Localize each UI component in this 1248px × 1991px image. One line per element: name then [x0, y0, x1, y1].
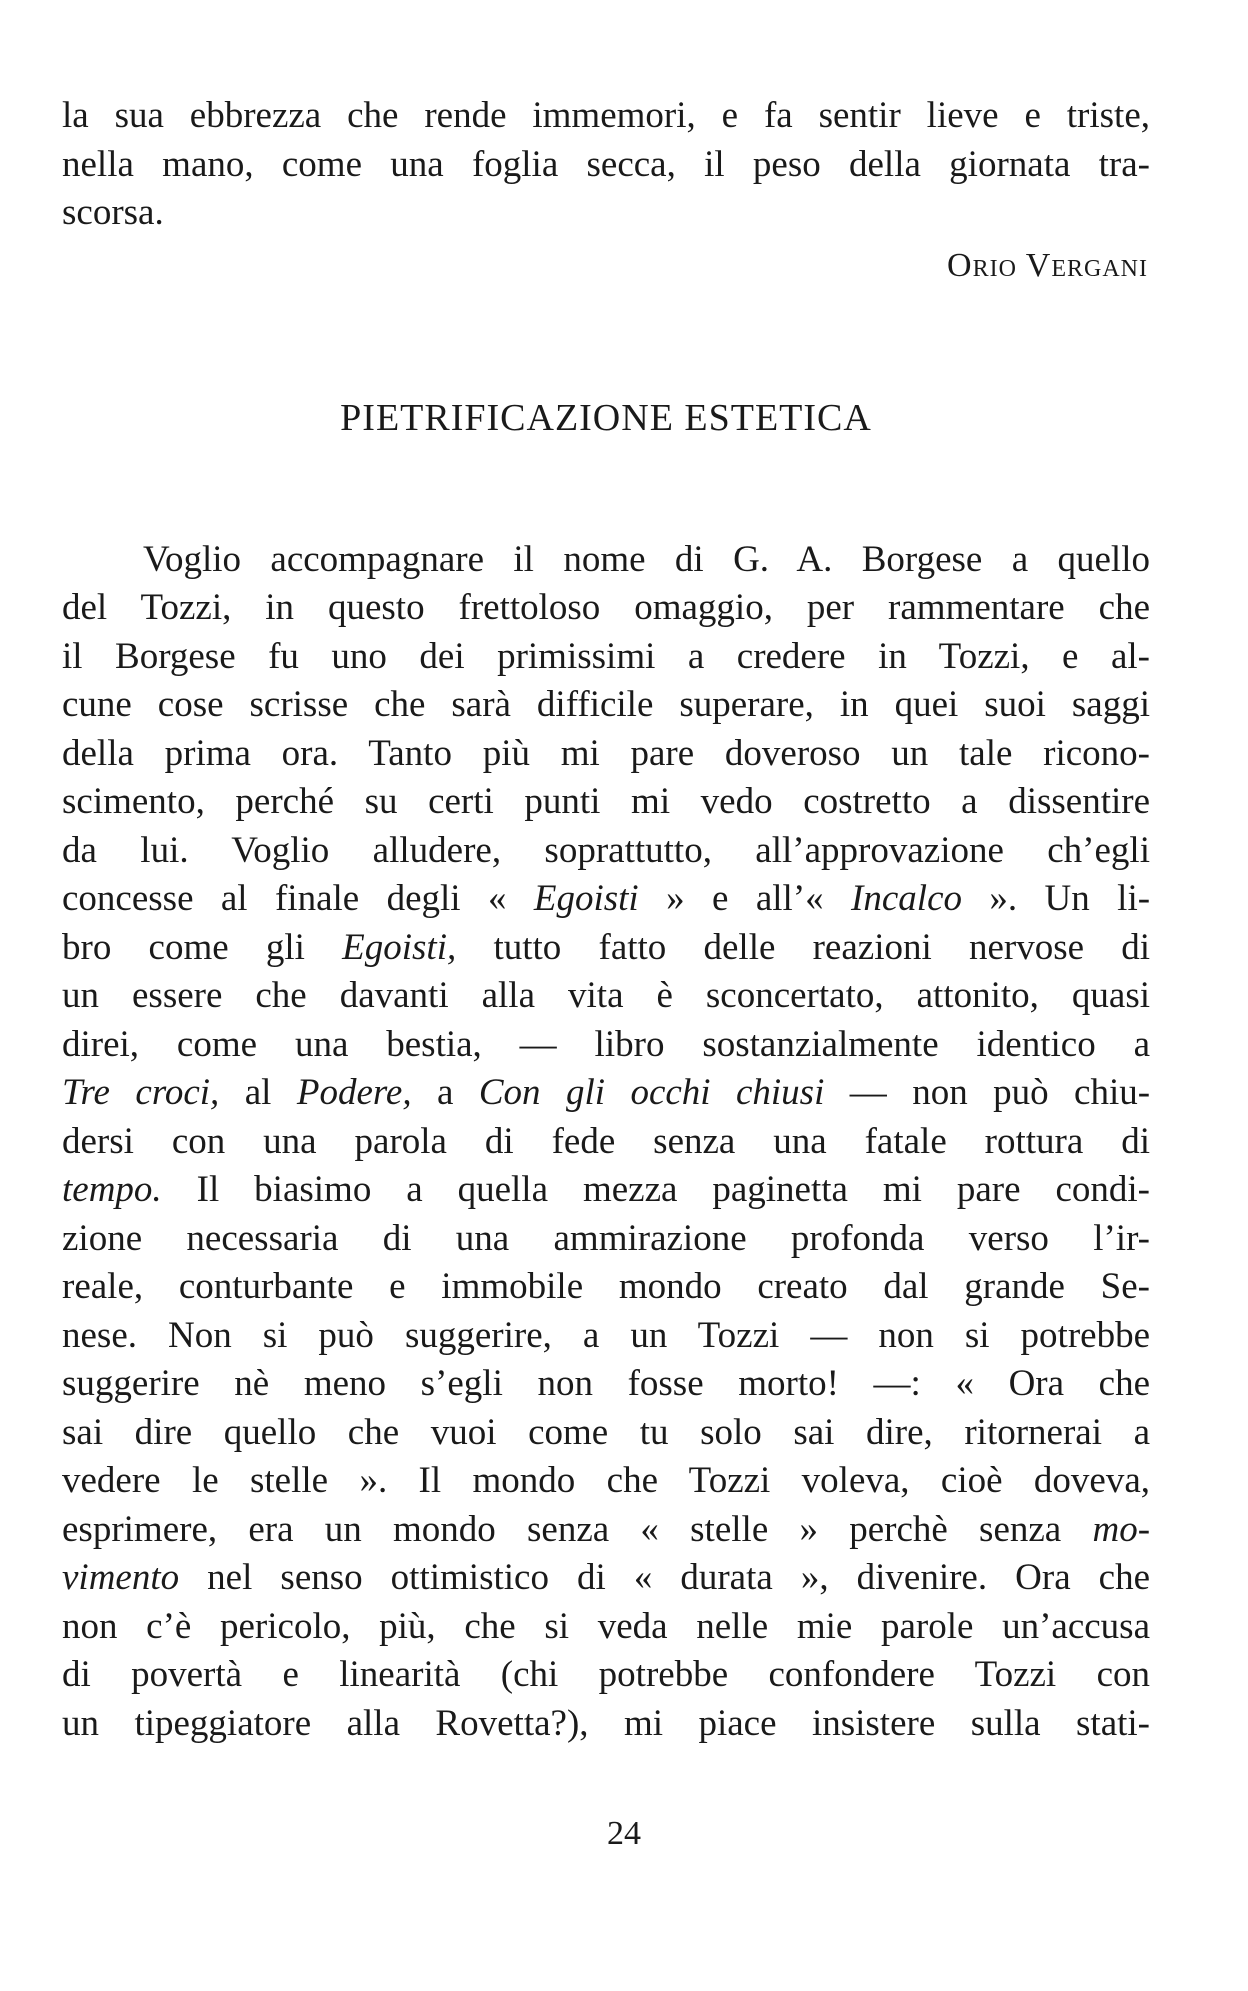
page-number: 24	[607, 1815, 641, 1852]
text-line: il Borgese fu uno dei primissimi a credere in Tozzi, e al-	[62, 635, 1150, 677]
text-run: nel senso ottimistico di « durata », divenire. Ora che	[207, 1557, 1150, 1598]
text-line: nella mano, come una foglia secca, il peso della giornata tra-	[62, 143, 1150, 185]
text-line: suggerire nè meno s’egli non fosse morto! —: « Ora che	[62, 1363, 1150, 1404]
text-run: tutto fatto delle reazioni nervose di	[493, 926, 1150, 968]
text-line: cune cose scrisse che sarà difficile superare, in quei suoi saggi	[62, 684, 1150, 725]
emphasis: mo-	[1092, 1508, 1150, 1550]
text-line: non c’è pericolo, più, che si veda nelle mie parole un’accusa	[62, 1605, 1150, 1647]
book-title: Con gli occhi chiusi	[478, 1072, 825, 1113]
text-line: un tipeggiatore alla Rovetta?), mi piace insistere sulla stati-	[62, 1702, 1150, 1744]
section-title: PIETRIFICAZIONE ESTETICA	[340, 396, 872, 439]
text-line: zione necessaria di una ammirazione profonda verso l’ir-	[62, 1217, 1150, 1259]
text-line: reale, conturbante e immobile mondo creato dal grande Se-	[62, 1266, 1150, 1307]
text-line: direi, come una bestia, — libro sostanzialmente identico a	[62, 1023, 1150, 1065]
text-line	[62, 1554, 1150, 1603]
text-line: la sua ebbrezza che rende immemori, e fa sentir lieve e triste,	[62, 95, 1150, 136]
text-run: concesse al finale degli «	[62, 878, 507, 919]
text-line	[62, 924, 1150, 973]
text-line: un essere che davanti alla vita è sconcertato, attonito, quasi	[62, 975, 1150, 1016]
book-title: Tre croci,	[62, 1072, 220, 1113]
text-line: di povertà e linearità (chi potrebbe confondere Tozzi con	[62, 1654, 1150, 1695]
text-line: vedere le stelle ». Il mondo che Tozzi voleva, cioè doveva,	[62, 1460, 1150, 1501]
emphasis: vimento	[62, 1557, 180, 1598]
text-line: dersi con una parola di fede senza una fatale rottura di	[62, 1120, 1150, 1162]
page-body	[62, 92, 1150, 1748]
text-run: Il biasimo a quella mezza paginetta mi pare condi-	[196, 1169, 1150, 1210]
book-title: Incalco	[851, 878, 962, 919]
text-line	[62, 875, 1150, 924]
text-line: sai dire quello che vuoi come tu solo sai dire, ritornerai a	[62, 1411, 1150, 1453]
text-line: della prima ora. Tanto più mi pare doveroso un tale ricono-	[62, 732, 1150, 774]
text-run: al	[244, 1072, 272, 1113]
text-line: scimento, perché su certi punti mi vedo costretto a dissentire	[62, 781, 1150, 822]
text-line	[62, 1166, 1150, 1215]
closing-paragraph	[62, 92, 1150, 238]
book-title: Egoisti	[533, 878, 639, 919]
book-title: Podere,	[296, 1072, 412, 1113]
text-line: del Tozzi, in questo frettoloso omaggio, per rammentare che	[62, 587, 1150, 628]
text-line	[62, 1506, 1150, 1555]
text-line: nese. Non si può suggerire, a un Tozzi — non si potrebbe	[62, 1314, 1150, 1356]
book-title: Egoisti,	[342, 926, 457, 968]
text-line: scorsa.	[62, 192, 164, 233]
emphasis: tempo.	[62, 1169, 162, 1210]
author-signature: Orio Vergani	[947, 246, 1148, 284]
text-run: ». Un li-	[989, 878, 1150, 919]
text-run: esprimere, era un mondo senza « stelle » perchè senza	[62, 1508, 1062, 1550]
text-run: bro come gli	[62, 926, 305, 968]
text-run: a	[437, 1072, 454, 1113]
text-run: » e all’«	[666, 878, 824, 919]
text-line: da lui. Voglio alludere, soprattutto, all’approvazione ch’egli	[62, 829, 1150, 871]
text-line	[62, 1069, 1150, 1118]
text-run: — non può chiu-	[849, 1072, 1150, 1113]
body-paragraph	[62, 536, 1150, 1749]
text-line: Voglio accompagnare il nome di G. A. Borgese a quello	[143, 538, 1150, 580]
